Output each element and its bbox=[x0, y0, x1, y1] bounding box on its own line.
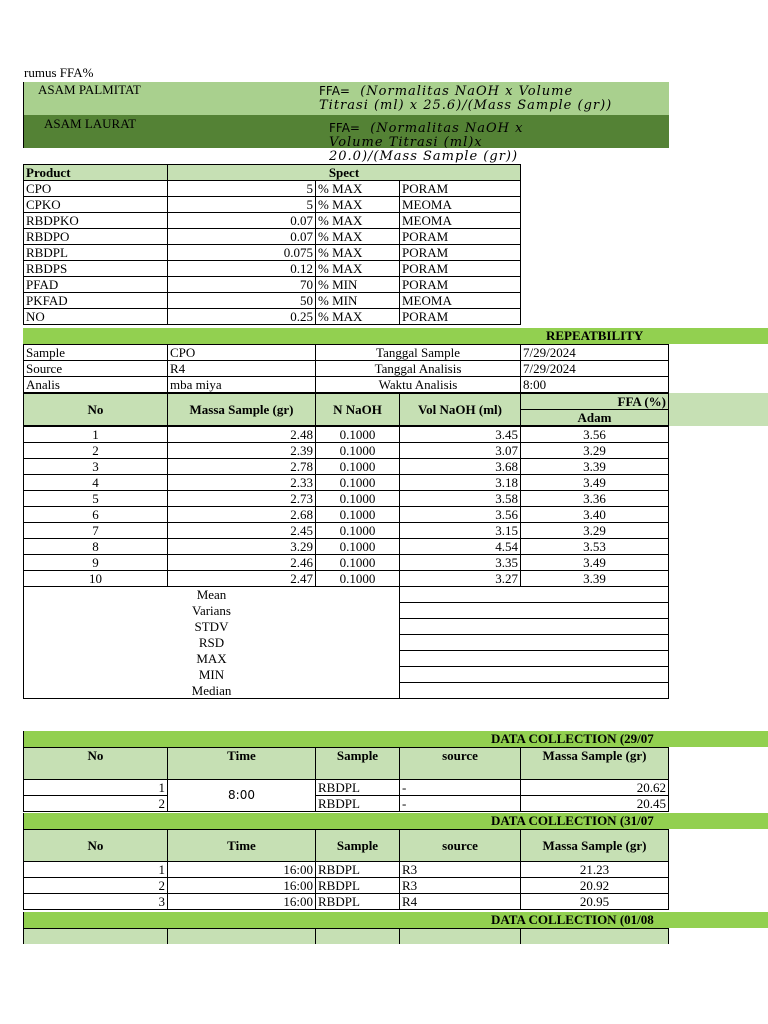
formula-laurat bbox=[329, 121, 564, 164]
cell-spec-standard: PORAM bbox=[400, 245, 521, 261]
col-ffa: FFA (%) bbox=[521, 394, 669, 410]
cell-time: 16:00 bbox=[168, 894, 316, 910]
spec-row bbox=[24, 213, 521, 229]
spec-row bbox=[24, 309, 521, 325]
cell-sample: RBDPL bbox=[316, 780, 400, 796]
repeat-row bbox=[24, 571, 669, 587]
col-adam: Adam bbox=[521, 410, 669, 426]
col-no: No bbox=[24, 748, 168, 780]
col-massa: Massa Sample (gr) bbox=[168, 394, 316, 426]
cell-no: 1 bbox=[24, 780, 168, 796]
cell-ffa-adam: 3.40 bbox=[521, 507, 669, 523]
cell-spec-value: 0.12 bbox=[168, 261, 316, 277]
col-time: Time bbox=[168, 830, 316, 862]
stat-value bbox=[400, 635, 669, 651]
cell-spec-unit: % MAX bbox=[316, 261, 400, 277]
cell-massa: 2.73 bbox=[168, 491, 316, 507]
info-value: CPO bbox=[168, 345, 316, 361]
cell-ffa-adam: 3.36 bbox=[521, 491, 669, 507]
collection-band bbox=[23, 813, 768, 829]
info-date-label: Tanggal Analisis bbox=[316, 361, 521, 377]
cell-no: 5 bbox=[24, 491, 168, 507]
formula-name-laurat: ASAM LAURAT bbox=[44, 116, 137, 131]
cell-n-naoh: 0.1000 bbox=[316, 523, 400, 539]
cell-product: NO bbox=[24, 309, 168, 325]
cell-spec-standard: PORAM bbox=[400, 261, 521, 277]
stat-value bbox=[400, 603, 669, 619]
cell-vol-naoh: 4.54 bbox=[400, 539, 521, 555]
repeat-row bbox=[24, 427, 669, 443]
cell-n-naoh: 0.1000 bbox=[316, 459, 400, 475]
col-n-naoh: N NaOH bbox=[316, 394, 400, 426]
formula-palmitat bbox=[319, 84, 614, 113]
cell-sample: RBDPL bbox=[316, 878, 400, 894]
info-label: Sample bbox=[24, 345, 168, 361]
cell-product: RBDPO bbox=[24, 229, 168, 245]
spec-row bbox=[24, 245, 521, 261]
cell-spec-standard: PORAM bbox=[400, 309, 521, 325]
cell-source: R3 bbox=[400, 862, 521, 878]
stat-row bbox=[24, 667, 669, 683]
cell-spec-unit: % MAX bbox=[316, 197, 400, 213]
cell-vol-naoh: 3.27 bbox=[400, 571, 521, 587]
cell-spec-unit: % MIN bbox=[316, 277, 400, 293]
stat-row bbox=[24, 683, 669, 699]
cell-no: 7 bbox=[24, 523, 168, 539]
cell-spec-unit: % MAX bbox=[316, 181, 400, 197]
repeat-row bbox=[24, 443, 669, 459]
cell-spec-unit: % MAX bbox=[316, 245, 400, 261]
repeat-row bbox=[24, 475, 669, 491]
col-source: source bbox=[400, 748, 521, 780]
stat-value bbox=[400, 683, 669, 699]
cell-massa: 20.95 bbox=[521, 894, 669, 910]
cell-n-naoh: 0.1000 bbox=[316, 539, 400, 555]
cell-massa: 2.39 bbox=[168, 443, 316, 459]
collection-table bbox=[23, 829, 669, 910]
collection-band bbox=[23, 731, 768, 747]
stat-label: MIN bbox=[24, 667, 400, 683]
cell-spec-standard: PORAM bbox=[400, 181, 521, 197]
cell-massa: 2.48 bbox=[168, 427, 316, 443]
cell-vol-naoh: 3.18 bbox=[400, 475, 521, 491]
cell-ffa-adam: 3.39 bbox=[521, 571, 669, 587]
cell-massa: 3.29 bbox=[168, 539, 316, 555]
cell-spec-value: 5 bbox=[168, 197, 316, 213]
cell-ffa-adam: 3.39 bbox=[521, 459, 669, 475]
cell-spec-standard: PORAM bbox=[400, 229, 521, 245]
cell-no: 2 bbox=[24, 443, 168, 459]
repeat-row bbox=[24, 507, 669, 523]
info-value: R4 bbox=[168, 361, 316, 377]
cell-vol-naoh: 3.07 bbox=[400, 443, 521, 459]
col-source: source bbox=[400, 830, 521, 862]
cell-product: RBDPKO bbox=[24, 213, 168, 229]
spec-header-spect: Spect bbox=[168, 165, 521, 181]
cell-no: 3 bbox=[24, 894, 168, 910]
cell-product: RBDPS bbox=[24, 261, 168, 277]
spec-header-product: Product bbox=[24, 165, 168, 181]
col-massa: Massa Sample (gr) bbox=[521, 748, 669, 780]
collection-row bbox=[24, 878, 669, 894]
cell-product: PKFAD bbox=[24, 293, 168, 309]
stat-row bbox=[24, 619, 669, 635]
cell-spec-value: 0.07 bbox=[168, 229, 316, 245]
stat-label: RSD bbox=[24, 635, 400, 651]
cell-spec-unit: % MAX bbox=[316, 229, 400, 245]
collection-band bbox=[23, 912, 768, 928]
repeatability-title: REPEATBILITY bbox=[546, 328, 644, 343]
cell-massa: 2.46 bbox=[168, 555, 316, 571]
cell-ffa-adam: 3.53 bbox=[521, 539, 669, 555]
cell-ffa-adam: 3.49 bbox=[521, 475, 669, 491]
cell-spec-unit: % MAX bbox=[316, 309, 400, 325]
sample-info-table bbox=[23, 344, 669, 393]
info-row bbox=[24, 345, 669, 361]
cell-source: R4 bbox=[400, 894, 521, 910]
cell-no: 9 bbox=[24, 555, 168, 571]
col-massa: Massa Sample (gr) bbox=[521, 830, 669, 862]
info-row bbox=[24, 377, 669, 393]
stat-label: Varians bbox=[24, 603, 400, 619]
repeat-row bbox=[24, 459, 669, 475]
cell-spec-value: 50 bbox=[168, 293, 316, 309]
collection-row bbox=[24, 894, 669, 910]
col-sample: Sample bbox=[316, 748, 400, 780]
formula-prefix: FFA= bbox=[319, 84, 350, 98]
cell-vol-naoh: 3.35 bbox=[400, 555, 521, 571]
cell-vol-naoh: 3.58 bbox=[400, 491, 521, 507]
spec-row bbox=[24, 181, 521, 197]
spec-row bbox=[24, 277, 521, 293]
cell-n-naoh: 0.1000 bbox=[316, 475, 400, 491]
cell-massa: 2.78 bbox=[168, 459, 316, 475]
cell-product: PFAD bbox=[24, 277, 168, 293]
stat-row bbox=[24, 651, 669, 667]
col-sample: Sample bbox=[316, 830, 400, 862]
page-cutoff bbox=[0, 944, 768, 1024]
cell-massa: 21.23 bbox=[521, 862, 669, 878]
cell-no: 10 bbox=[24, 571, 168, 587]
cell-spec-standard: PORAM bbox=[400, 277, 521, 293]
cell-no: 2 bbox=[24, 878, 168, 894]
cell-massa: 2.45 bbox=[168, 523, 316, 539]
info-row bbox=[24, 361, 669, 377]
ffa-header-extension bbox=[669, 393, 768, 426]
cell-product: CPO bbox=[24, 181, 168, 197]
cell-massa: 20.45 bbox=[521, 796, 669, 812]
stat-label: Median bbox=[24, 683, 400, 699]
info-date-label: Tanggal Sample bbox=[316, 345, 521, 361]
collection-title: DATA COLLECTION (01/08 bbox=[491, 912, 654, 927]
stat-value bbox=[400, 667, 669, 683]
cell-vol-naoh: 3.15 bbox=[400, 523, 521, 539]
stat-label: Mean bbox=[24, 587, 400, 603]
info-date-value: 7/29/2024 bbox=[521, 345, 669, 361]
spec-row bbox=[24, 293, 521, 309]
cell-n-naoh: 0.1000 bbox=[316, 555, 400, 571]
info-date-value: 7/29/2024 bbox=[521, 361, 669, 377]
collection-title: DATA COLLECTION (29/07 bbox=[491, 731, 654, 746]
cell-time: 8:00 bbox=[168, 780, 316, 812]
cell-source: R3 bbox=[400, 878, 521, 894]
cell-massa: 2.33 bbox=[168, 475, 316, 491]
repeat-row bbox=[24, 491, 669, 507]
cell-spec-value: 0.075 bbox=[168, 245, 316, 261]
col-time: Time bbox=[168, 748, 316, 780]
info-label: Source bbox=[24, 361, 168, 377]
cell-vol-naoh: 3.45 bbox=[400, 427, 521, 443]
cell-source: - bbox=[400, 796, 521, 812]
sheet-title: rumus FFA% bbox=[24, 65, 94, 80]
cell-n-naoh: 0.1000 bbox=[316, 507, 400, 523]
cell-product: CPKO bbox=[24, 197, 168, 213]
info-date-label: Waktu Analisis bbox=[316, 377, 521, 393]
stat-row bbox=[24, 603, 669, 619]
collection-title: DATA COLLECTION (31/07 bbox=[491, 813, 654, 828]
stat-value bbox=[400, 619, 669, 635]
col-no: No bbox=[24, 394, 168, 426]
col-vol-naoh: Vol NaOH (ml) bbox=[400, 394, 521, 426]
cell-massa: 2.47 bbox=[168, 571, 316, 587]
cell-sample: RBDPL bbox=[316, 862, 400, 878]
stat-label: MAX bbox=[24, 651, 400, 667]
cell-n-naoh: 0.1000 bbox=[316, 571, 400, 587]
cell-spec-unit: % MIN bbox=[316, 293, 400, 309]
cell-time: 16:00 bbox=[168, 862, 316, 878]
cell-ffa-adam: 3.49 bbox=[521, 555, 669, 571]
cell-sample: RBDPL bbox=[316, 796, 400, 812]
repeatability-band bbox=[23, 328, 768, 344]
spec-row bbox=[24, 197, 521, 213]
cell-ffa-adam: 3.56 bbox=[521, 427, 669, 443]
cell-massa: 20.92 bbox=[521, 878, 669, 894]
cell-source: - bbox=[400, 780, 521, 796]
cell-no: 2 bbox=[24, 796, 168, 812]
cell-spec-value: 0.25 bbox=[168, 309, 316, 325]
cell-vol-naoh: 3.56 bbox=[400, 507, 521, 523]
cell-sample: RBDPL bbox=[316, 894, 400, 910]
cell-time: 16:00 bbox=[168, 878, 316, 894]
cell-ffa-adam: 3.29 bbox=[521, 443, 669, 459]
cell-ffa-adam: 3.29 bbox=[521, 523, 669, 539]
cell-n-naoh: 0.1000 bbox=[316, 443, 400, 459]
spec-row bbox=[24, 261, 521, 277]
cell-no: 3 bbox=[24, 459, 168, 475]
info-label: Analis bbox=[24, 377, 168, 393]
formula-prefix: FFA= bbox=[329, 121, 360, 135]
cell-massa: 2.68 bbox=[168, 507, 316, 523]
cell-no: 1 bbox=[24, 427, 168, 443]
cell-no: 8 bbox=[24, 539, 168, 555]
cell-spec-standard: MEOMA bbox=[400, 213, 521, 229]
info-value: mba miya bbox=[168, 377, 316, 393]
stat-row bbox=[24, 587, 669, 603]
cell-spec-value: 70 bbox=[168, 277, 316, 293]
stat-value bbox=[400, 587, 669, 603]
formula-expression: (Normalitas NaOH x Volume Titrasi (ml)x 20.0)/(Mass Sample (gr)) bbox=[329, 121, 524, 164]
collection-row bbox=[24, 862, 669, 878]
cell-no: 1 bbox=[24, 862, 168, 878]
repeatability-table bbox=[23, 426, 669, 699]
cell-n-naoh: 0.1000 bbox=[316, 427, 400, 443]
formula-name-palmitat: ASAM PALMITAT bbox=[38, 82, 141, 97]
cell-spec-standard: MEOMA bbox=[400, 197, 521, 213]
cell-spec-unit: % MAX bbox=[316, 213, 400, 229]
cell-n-naoh: 0.1000 bbox=[316, 491, 400, 507]
cell-spec-value: 5 bbox=[168, 181, 316, 197]
formula-expression: (Normalitas NaOH x Volume Titrasi (ml) x 25.6)/(Mass Sample (gr)) bbox=[319, 84, 613, 113]
spec-table bbox=[23, 164, 521, 325]
cell-vol-naoh: 3.68 bbox=[400, 459, 521, 475]
stat-label: STDV bbox=[24, 619, 400, 635]
col-no: No bbox=[24, 830, 168, 862]
cell-product: RBDPL bbox=[24, 245, 168, 261]
repeat-row bbox=[24, 539, 669, 555]
stat-row bbox=[24, 635, 669, 651]
cell-no: 6 bbox=[24, 507, 168, 523]
cell-massa: 20.62 bbox=[521, 780, 669, 796]
repeat-row bbox=[24, 523, 669, 539]
repeat-row bbox=[24, 555, 669, 571]
info-date-value: 8:00 bbox=[521, 377, 669, 393]
spec-row bbox=[24, 229, 521, 245]
cell-spec-value: 0.07 bbox=[168, 213, 316, 229]
collection-table bbox=[23, 747, 669, 812]
cell-spec-standard: MEOMA bbox=[400, 293, 521, 309]
repeatability-table-header bbox=[23, 393, 669, 426]
stat-value bbox=[400, 651, 669, 667]
cell-no: 4 bbox=[24, 475, 168, 491]
